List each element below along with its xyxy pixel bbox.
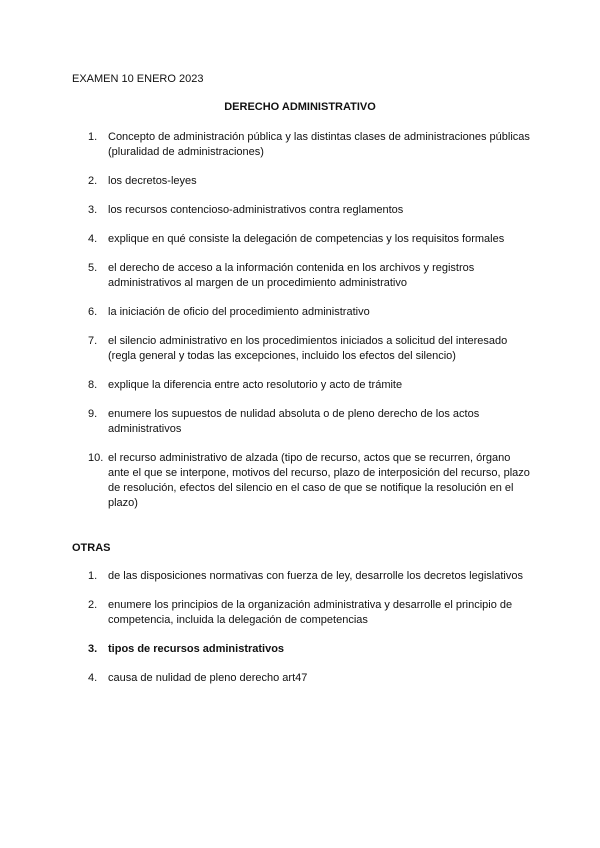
item-text: los decretos-leyes — [108, 175, 197, 187]
list-item — [72, 130, 532, 160]
item-number: 10. — [88, 452, 104, 464]
item-number: 4. — [88, 233, 98, 245]
exam-header: EXAMEN 10 ENERO 2023 — [72, 73, 204, 85]
other-question-list — [72, 569, 532, 700]
item-text: Concepto de administración pública y las distintas clases de administraciones públicas (pluralidad de administraciones) — [108, 131, 530, 158]
item-text: la iniciación de oficio del procedimiento administrativo — [108, 306, 370, 318]
item-number: 1. — [88, 131, 98, 143]
list-item — [72, 569, 532, 584]
item-number: 3. — [88, 643, 98, 655]
item-text: enumere los supuestos de nulidad absoluta o de pleno derecho de los actos administrativos — [108, 408, 480, 435]
item-text: causa de nulidad de pleno derecho art47 — [108, 672, 308, 684]
list-item — [72, 334, 532, 364]
item-text: los recursos contencioso-administrativos contra reglamentos — [108, 204, 404, 216]
list-item-bold — [72, 642, 532, 657]
item-number: 1. — [88, 570, 98, 582]
item-text: enumere los principios de la organización administrativa y desarrolle el principio de competencia, incluida la delegación de competencias — [108, 599, 513, 626]
list-item — [72, 598, 532, 628]
item-number: 3. — [88, 204, 98, 216]
list-item — [72, 232, 532, 247]
list-item — [72, 378, 532, 393]
item-number: 8. — [88, 379, 98, 391]
item-text: el silencio administrativo en los procedimientos iniciados a solicitud del interesado (regla general y todas las excepciones, incluido los efectos del silencio) — [108, 335, 508, 362]
item-number: 4. — [88, 672, 98, 684]
list-item — [72, 203, 532, 218]
item-text: de las disposiciones normativas con fuerza de ley, desarrolle los decretos legislativos — [108, 570, 523, 582]
section-title-otras: OTRAS — [72, 542, 111, 554]
list-item — [72, 451, 532, 511]
item-number: 7. — [88, 335, 98, 347]
item-number: 2. — [88, 175, 98, 187]
document-title: DERECHO ADMINISTRATIVO — [224, 101, 376, 113]
item-text: el derecho de acceso a la información contenida en los archivos y registros administrativos al margen de un procedimiento administrativo — [108, 262, 475, 289]
list-item — [72, 174, 532, 189]
item-number: 5. — [88, 262, 98, 274]
item-text: explique en qué consiste la delegación de competencias y los requisitos formales — [108, 233, 505, 245]
item-text: tipos de recursos administrativos — [108, 643, 285, 655]
list-item — [72, 671, 532, 686]
list-item — [72, 261, 532, 291]
item-number: 6. — [88, 306, 98, 318]
list-item — [72, 305, 532, 320]
item-text: explique la diferencia entre acto resolutorio y acto de trámite — [108, 379, 403, 391]
main-question-list — [72, 130, 532, 525]
item-text: el recurso administrativo de alzada (tipo de recurso, actos que se recurren, órgano ante el que se interpone, motivos del recurso, plazo de interposición del recurso, plazo de resolución, efectos del silencio en el caso de que se notifique la resolución en el plazo) — [108, 452, 530, 509]
item-number: 2. — [88, 599, 98, 611]
list-item — [72, 407, 532, 437]
item-number: 9. — [88, 408, 98, 420]
